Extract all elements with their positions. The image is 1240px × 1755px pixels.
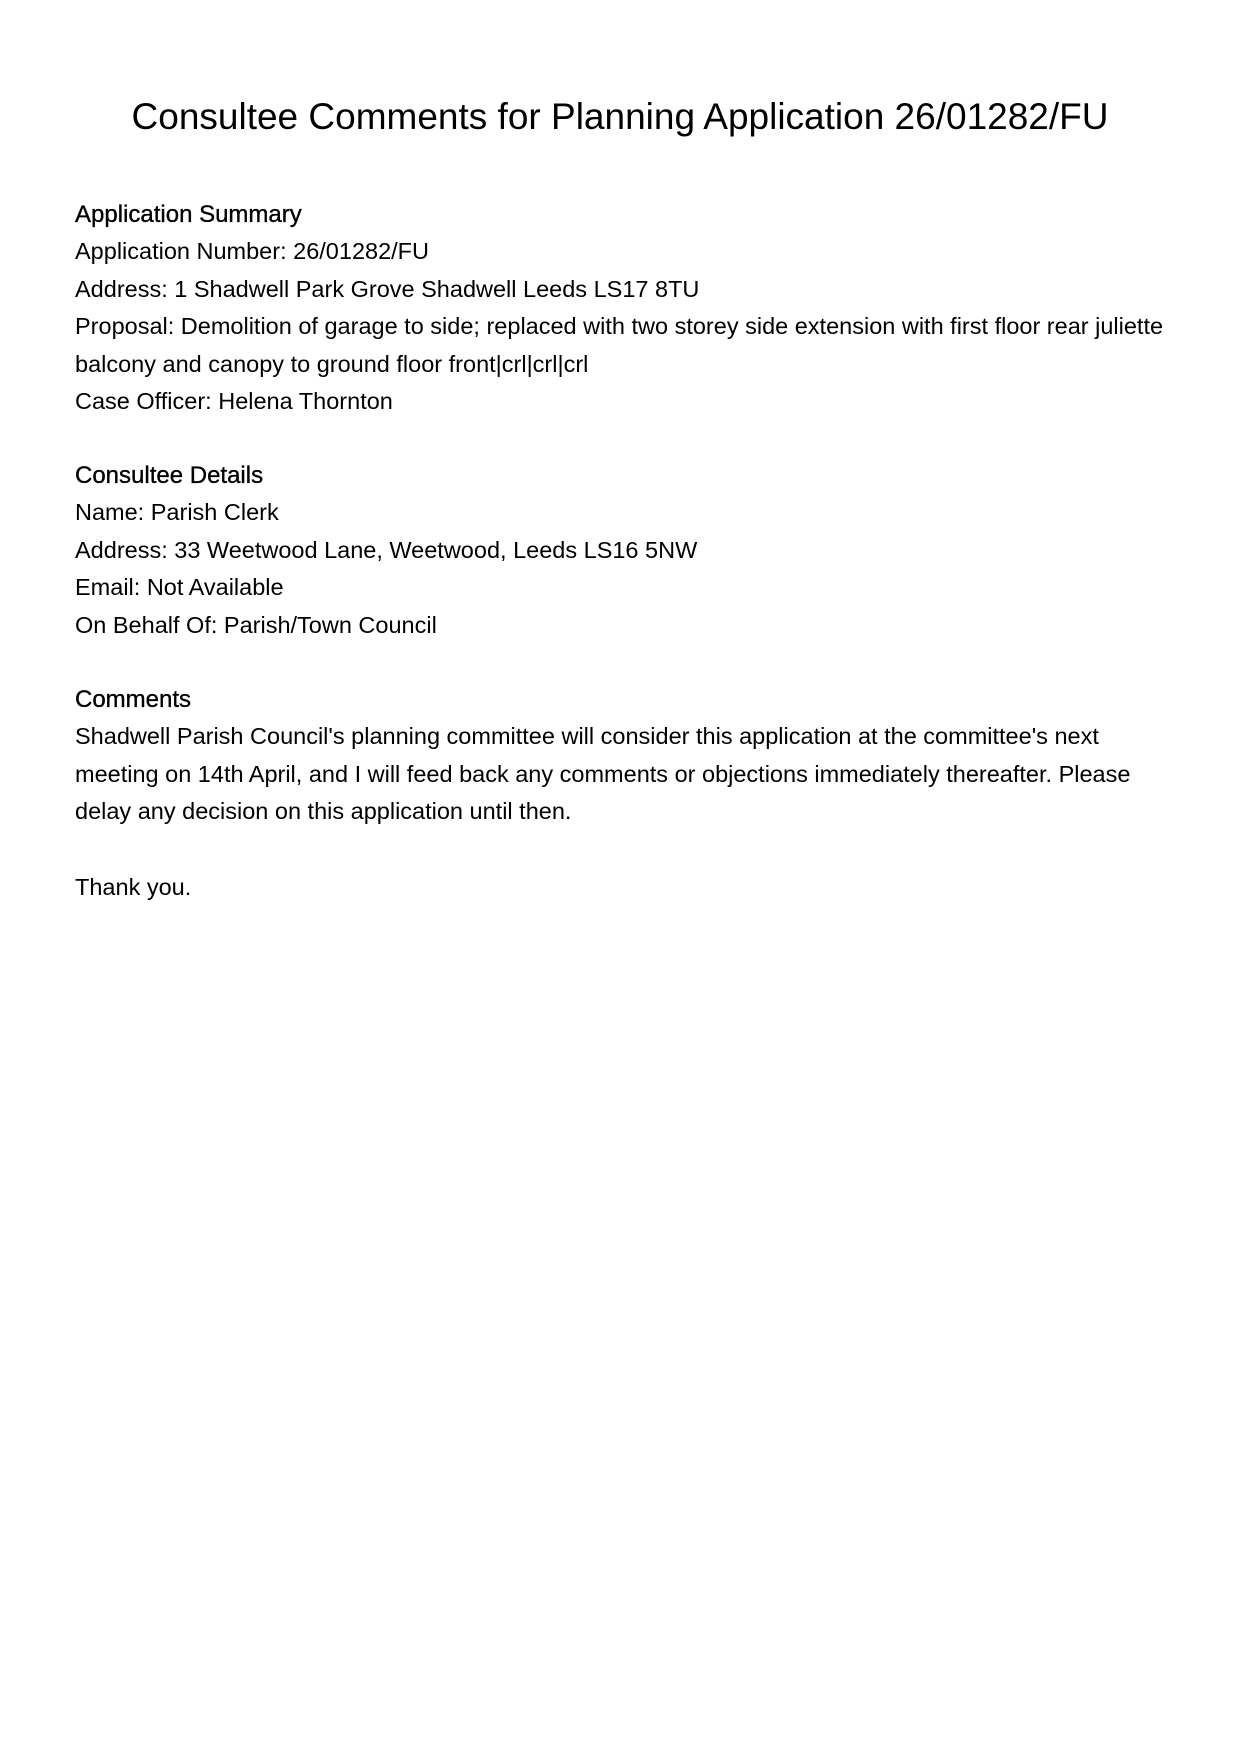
document-title: Consultee Comments for Planning Application 26/01282/FU xyxy=(131,96,1109,137)
consultee-email: Email: Not Available xyxy=(75,574,284,600)
application-summary-heading: Application Summary xyxy=(75,201,302,228)
consultee-name: Name: Parish Clerk xyxy=(75,499,279,525)
comments-closing: Thank you. xyxy=(75,874,192,900)
application-proposal: Proposal: Demolition of garage to side; replaced with two storey side extension with first floor rear juliette balcony and canopy to ground floor front|crl|crl|crl xyxy=(75,313,1164,377)
application-number: Application Number: 26/01282/FU xyxy=(75,238,430,264)
comments-section xyxy=(75,681,1175,831)
consultee-on-behalf-of: On Behalf Of: Parish/Town Council xyxy=(75,611,437,638)
consultee-details-heading: Consultee Details xyxy=(75,462,264,489)
closing-section xyxy=(75,869,1175,907)
consultee-details-section xyxy=(75,457,1175,644)
consultee-address: Address: 33 Weetwood Lane, Weetwood, Leeds LS16 5NW xyxy=(75,536,698,563)
application-address: Address: 1 Shadwell Park Grove Shadwell Leeds LS17 8TU xyxy=(75,275,700,302)
application-summary-section xyxy=(75,196,1175,421)
case-officer: Case Officer: Helena Thornton xyxy=(75,388,393,414)
comments-heading: Comments xyxy=(75,686,192,713)
comments-body: Shadwell Parish Council's planning committee will consider this application at the committee's next meeting on 14th April, and I will feed back any comments or objections immediately thereafter. Please delay any decision on this application until then. xyxy=(75,723,1131,824)
